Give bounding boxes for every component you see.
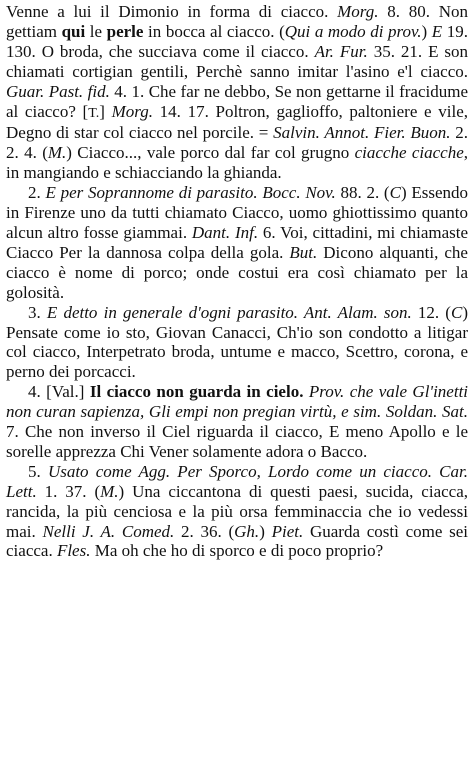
entry-paragraph-2 (6, 183, 468, 302)
text-segment: le (85, 21, 107, 41)
text-segment: 2. 2. 4. ( (6, 123, 469, 163)
italic-text: Qui a modo di prov. (284, 21, 422, 41)
italic-text: Prov. che vale Gl'inetti non curan sapienza, Gli empi non pregian virtù, e sim. Soldan. Sat. (6, 382, 469, 422)
text-segment: ) Pensate come io sto, Giovan Canacci, Ch'io son condotto a litigar col ciacco, Interpetrato broda, untume e macco, Scettro, corona, e perno dei porcacci. (6, 302, 468, 382)
italic-text: Morg. (337, 2, 379, 21)
text-segment: Venne a lui il Dimonio in forma di ciacco. (6, 2, 338, 21)
italic-text: M. (47, 143, 67, 163)
italic-text: Dant. Inf. (191, 222, 259, 242)
italic-text: E detto in generale d'ogni parasito. Ant. Alam. son. (46, 302, 412, 322)
italic-text: Piet. (271, 521, 304, 541)
text-segment: ] (99, 101, 112, 121)
entry-paragraph-5 (6, 462, 468, 562)
italic-text: Guar. Past. fid. (6, 81, 110, 101)
text-segment: 35. 21. E son chiamati cortigian gentili, Perchè sanno imitar l'asino e'l ciacco. (6, 41, 469, 81)
text-segment: 5. (28, 461, 48, 481)
text-segment: 8. 80. Non gettiam (6, 2, 468, 41)
bold-text: perle (106, 21, 144, 41)
text-segment: ) Ciacco..., vale porco dal far col grugno (66, 143, 355, 163)
bold-text: qui (61, 21, 86, 41)
text-segment: ) (421, 21, 432, 41)
italic-text: E (431, 21, 443, 41)
bold-text: Il ciacco non guarda in cielo. (89, 382, 304, 402)
italic-text: Morg. (111, 101, 153, 121)
text-segment: ) (259, 521, 272, 541)
text-segment: ) Una ciccantona di questi paesi, sucida, ciacca, rancida, la più cenciosa e la più orsa femminaccia che io vedessi mai. (6, 481, 469, 541)
entry-paragraph-4 (6, 382, 468, 462)
entry-paragraph-3 (6, 303, 468, 383)
text-segment: 6. Voi, cittadini, mi chiamaste Ciacco Per la dannosa colpa della gola. (6, 222, 469, 262)
text-segment: Ma oh che ho di sporco e di poco proprio? (90, 541, 384, 561)
italic-text: Salvin. Annot. Fier. Buon. (273, 123, 451, 143)
text-segment: Dicono alquanti, che ciacco è nome di porco; onde costui era così chiamato per la golosità. (6, 242, 468, 302)
italic-text: Gh. (234, 521, 260, 541)
text-segment: Guarda costì come sei ciacca. (6, 521, 469, 561)
text-segment: , in mangiando e schiacciando la ghianda. (6, 143, 468, 183)
entry-paragraph-1 (6, 2, 468, 183)
text-segment: 2. 36. ( (174, 521, 235, 541)
text-segment: 19. 130. O broda, che succiava come il ciacco. (6, 21, 468, 61)
small-caps-text: T. (88, 105, 100, 121)
text-segment: 2. (28, 183, 46, 203)
text-segment: 1. 37. ( (36, 481, 101, 501)
italic-text: E per Soprannome di parasito. Bocc. Nov. (45, 183, 336, 203)
text-segment: 14. 17. Poltron, gaglioffo, paltoniere e vile, Degno di star col ciacco nel porcile. = (6, 101, 468, 143)
italic-text: Ar. Fur. (314, 41, 368, 61)
italic-text: C (389, 183, 401, 203)
italic-text: Nelli J. A. Comed. (42, 521, 175, 541)
dictionary-page (6, 2, 468, 561)
text-segment: 3. (28, 302, 47, 322)
text-segment: in bocca al ciacco. ( (143, 21, 285, 41)
text-segment: 12. ( (411, 302, 451, 322)
text-segment: 88. 2. ( (335, 183, 390, 203)
italic-text: But. (289, 242, 318, 262)
italic-text: Fles. (56, 541, 91, 561)
italic-text: ciacche ciacche (354, 143, 464, 163)
italic-text: C (450, 302, 463, 322)
text-segment: 7. Che non inverso il Ciel riguarda il ciacco, E meno Apollo e le sorelle apprezza Chi Vener solamente adora o Bacco. (6, 422, 468, 461)
italic-text: Usato come Agg. Per Sporco, Lordo come un ciacco. Car. Lett. (6, 461, 468, 501)
text-segment: 4. 1. Che far ne debbo, Se non gettarne il fracidume al ciacco? [ (6, 81, 469, 121)
italic-text: M. (100, 481, 119, 501)
text-segment: ) Essendo in Firenze uno da tutti chiamato Ciacco, uomo ghiottissimo quanto alcun altro fosse giammai. (6, 183, 469, 242)
text-segment: 4. [Val.] (28, 382, 90, 402)
